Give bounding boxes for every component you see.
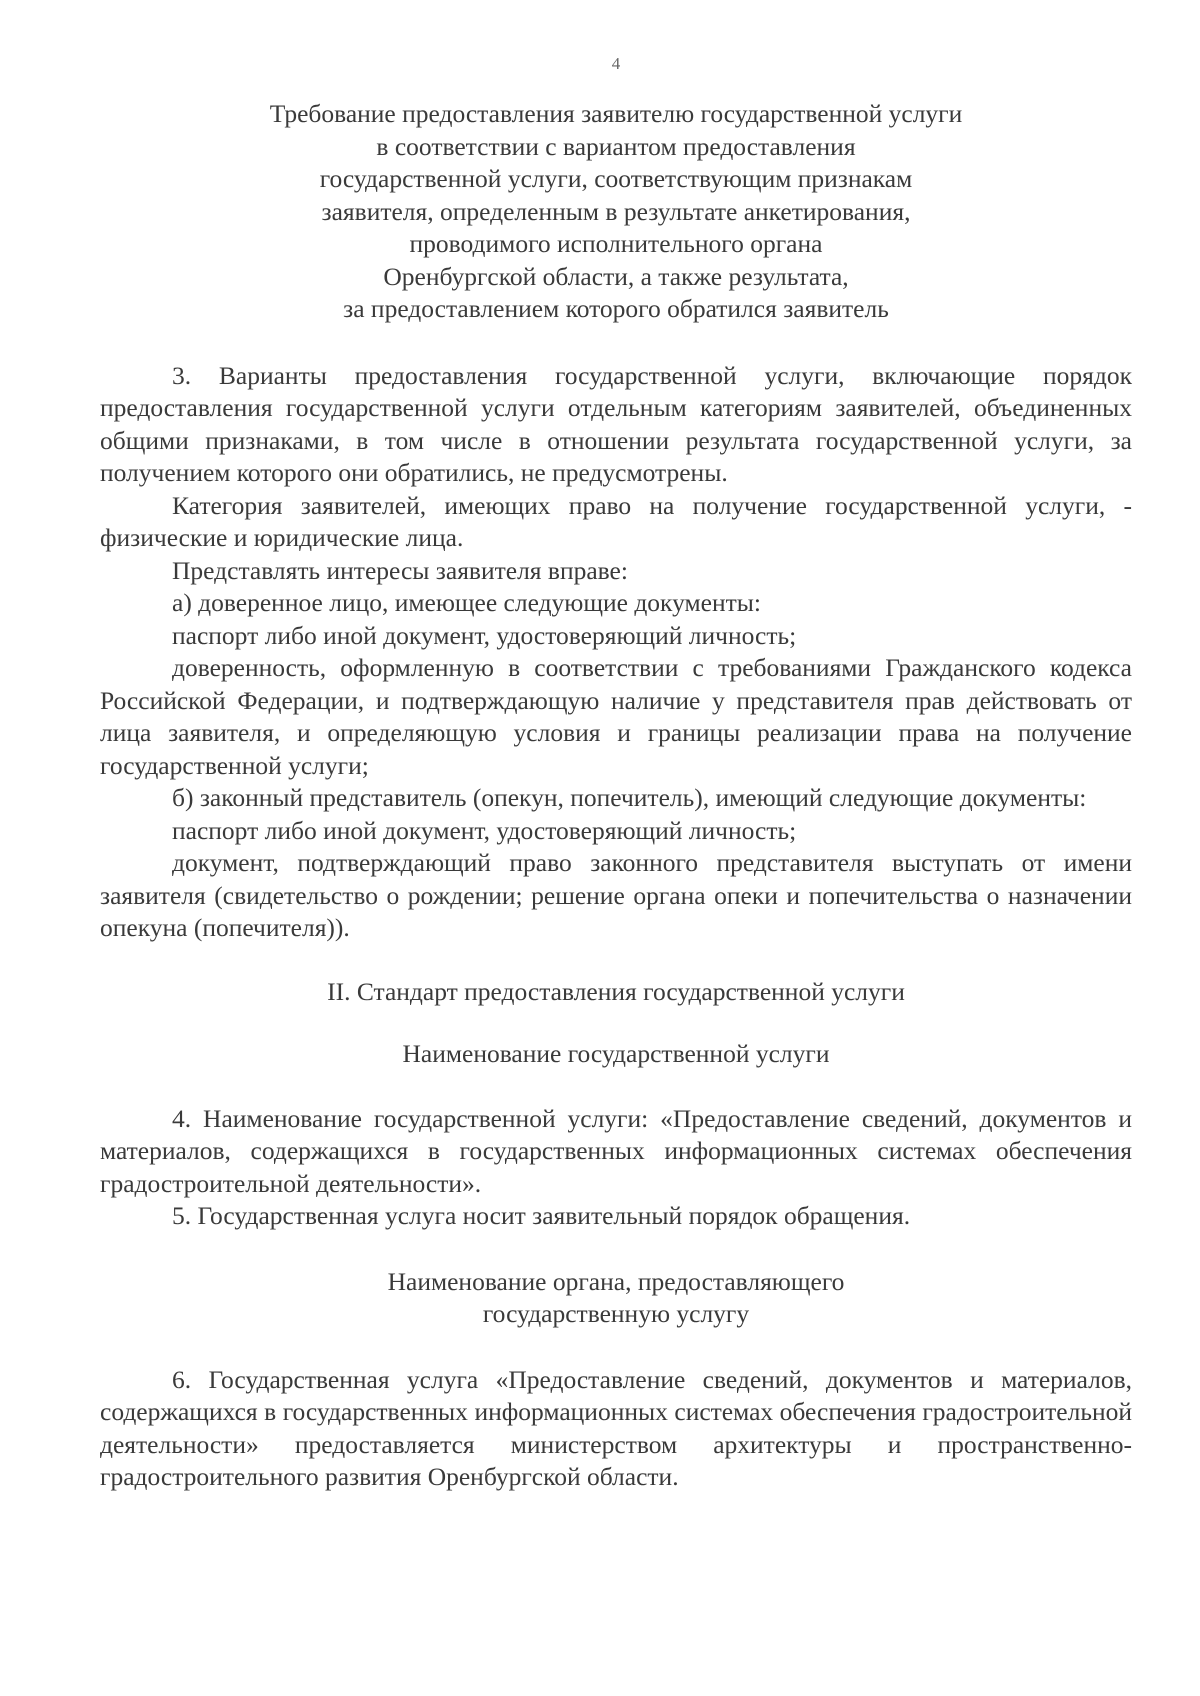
- paragraph: паспорт либо иной документ, удостоверяющий личность;: [172, 620, 797, 650]
- document-body: [100, 98, 1132, 1494]
- paragraph: Категория заявителей, имеющих право на получение государственной услуги, - физические и юридические лица.: [100, 490, 1132, 552]
- spacer: [100, 326, 1132, 360]
- paragraph: б) законный представитель (опекун, попечитель), имеющий следующие документы:: [172, 783, 1087, 812]
- paragraph: 5. Государственная услуга носит заявительный порядок обращения.: [172, 1201, 911, 1230]
- heading-line: заявителя, определенным в результате анкетирования,: [321, 196, 911, 226]
- heading-line: за предоставлением которого обратился заявитель: [343, 294, 889, 323]
- heading-line: Оренбургской области, а также результата,: [383, 261, 849, 291]
- heading-service-name: Наименование государственной услуги: [402, 1039, 830, 1068]
- paragraph: 4. Наименование государственной услуги: «Предоставление сведений, документов и материалов, содержащихся в государственных информационных системах обеспечения градостроительной деятельности».: [100, 1103, 1132, 1198]
- heading-organ: [100, 1266, 1132, 1331]
- paragraph: 3. Варианты предоставления государственной услуги, включающие порядок предоставления государственной услуги отдельным категориям заявителей, объединенных общими признаками, в том числе в отношении результата государственной услуги, за получением которого они обратились, не предусмотрены.: [100, 360, 1132, 487]
- page-number: 4: [611, 54, 621, 73]
- heading-line: Требование предоставления заявителю государственной услуги: [269, 99, 963, 128]
- heading-section-2: II. Стандарт предоставления государственной услуги: [327, 976, 905, 1006]
- spacer: [100, 1008, 1132, 1038]
- paragraph: документ, подтверждающий право законного представителя выступать от имени заявителя (свидетельство о рождении; решение органа опеки и попечительства о назначении опекуна (попечителя)).: [100, 848, 1132, 942]
- paragraph: доверенность, оформленную в соответствии с требованиями Гражданского кодекса Российской Федерации, и подтверждающую наличие у представителя прав действовать от лица заявителя, и определяющую условия и границы реализации права на получение государственной услуги;: [100, 653, 1132, 780]
- paragraph: паспорт либо иной документ, удостоверяющий личность;: [172, 815, 797, 845]
- heading-line: государственную услугу: [482, 1299, 750, 1328]
- spacer: [100, 945, 1132, 976]
- spacer: [100, 1233, 1132, 1266]
- spacer: [100, 1331, 1132, 1364]
- paragraph: а) доверенное лицо, имеющее следующие документы:: [172, 588, 761, 617]
- paragraph: Представлять интересы заявителя вправе:: [172, 555, 628, 585]
- heading-line: проводимого исполнительного органа: [409, 229, 823, 258]
- heading-variants: [100, 98, 1132, 326]
- heading-line: в соответствии с вариантом предоставления: [376, 131, 856, 161]
- heading-line: государственной услуги, соответствующим признакам: [319, 164, 913, 193]
- heading-line: Наименование органа, предоставляющего: [387, 1266, 845, 1296]
- spacer: [100, 1071, 1132, 1103]
- paragraph: 6. Государственная услуга «Предоставление сведений, документов и материалов, содержащихся в государственных информационных системах обеспечения градостроительной деятельности» предоставляется министерством архитектуры и пространственно-градостроительного развития Оренбургской области.: [100, 1364, 1132, 1491]
